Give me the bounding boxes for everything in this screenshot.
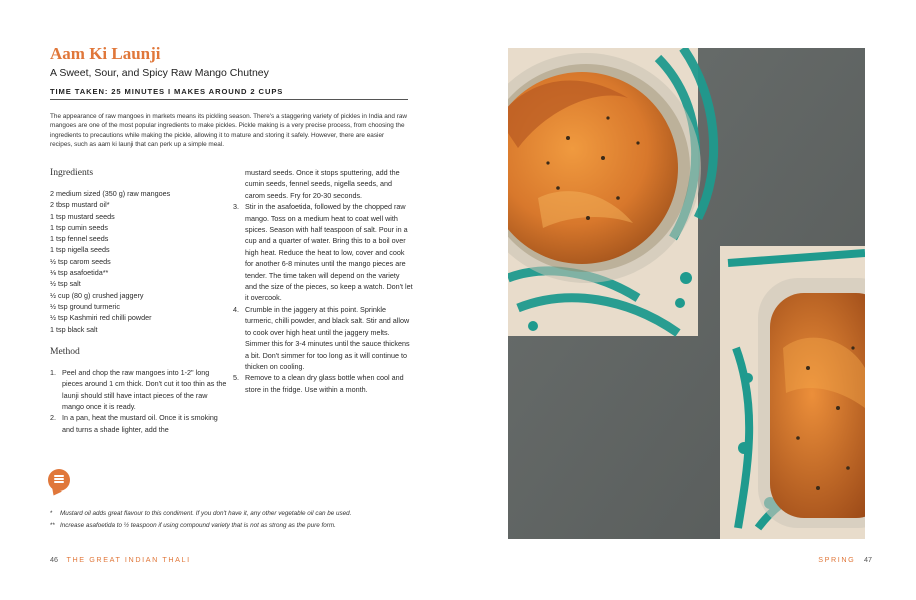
footnote-text: Increase asafoetida to ½ teaspoon if using compound variety that is not as strong as the pure form.: [60, 522, 336, 529]
footnote: [50, 520, 412, 532]
ingredient-item: 2 tbsp mustard oil*: [50, 200, 110, 210]
page-number-right: 47: [864, 555, 872, 564]
method-step-continued: [233, 167, 413, 201]
method-heading: Method: [50, 345, 80, 357]
ingredient-item: ⅛ tsp asafoetida**: [50, 268, 109, 278]
time-and-yield: TIME TAKEN: 25 MINUTES I MAKES AROUND 2 CUPS: [50, 87, 284, 96]
photo-illustration: [508, 48, 865, 539]
step-number: 4.: [233, 304, 239, 314]
step-number: 1.: [50, 367, 56, 377]
ingredient-item: ½ tsp salt: [50, 279, 81, 289]
ingredient-item: ½ cup (80 g) crushed jaggery: [50, 290, 144, 300]
method-steps-right: [233, 167, 413, 395]
step-text: Stir in the asafoetida, followed by the chopped raw mango. Toss on a medium heat to coat well with spices. Season with half teaspoon of salt. Pour in a cup and a quarter of water. Bring this to a boil over high heat. Reduce the heat to low, cover and cook for another 6-8 minutes until the mango pieces are tender. The time taken will depend on the variety and the size of the pieces, so keep a watch. Don't let it overcook.: [245, 202, 413, 303]
page-number-left: 46: [50, 555, 58, 564]
step-text: Remove to a clean dry glass bottle when cool and store in the fridge. Use within a month.: [245, 373, 404, 394]
folio-left: [50, 555, 191, 564]
footnote-mark: *: [50, 510, 53, 517]
step-number: 2.: [50, 413, 56, 423]
chutney-jars-photo: [508, 48, 865, 539]
footnote-text: Mustard oil adds great flavour to this condiment. If you don't have it, any other vegetable oil can be used.: [60, 510, 352, 517]
column-left: [50, 167, 230, 435]
method-step: [50, 412, 230, 435]
ingredient-item: ½ tsp ground turmeric: [50, 301, 120, 311]
step-text: In a pan, heat the mustard oil. Once it is smoking and turns a shade lighter, add the: [62, 413, 218, 434]
method-step: [50, 367, 230, 413]
ingredient-item: 1 tsp fennel seeds: [50, 234, 109, 244]
method-step: [233, 372, 413, 395]
ingredient-item: 1 tsp black salt: [50, 324, 98, 334]
column-right: [233, 167, 413, 395]
recipe-subtitle: A Sweet, Sour, and Spicy Raw Mango Chutney: [50, 67, 269, 79]
note-bubble-icon: [48, 469, 70, 491]
footnote: [50, 508, 412, 520]
ingredients-list: [50, 188, 230, 335]
ingredient-item: 1 tsp nigella seeds: [50, 245, 110, 255]
book-title: THE GREAT INDIAN THALI: [66, 555, 191, 564]
recipe-title: Aam Ki Launji: [50, 44, 161, 63]
footnotes: [50, 508, 412, 532]
ingredient-item: ½ tsp carom seeds: [50, 256, 111, 266]
folio-right: [818, 555, 872, 564]
ingredient-item: ½ tsp Kashmiri red chilli powder: [50, 313, 152, 323]
method-step: [233, 201, 413, 304]
intro-paragraph: The appearance of raw mangoes in markets means its pickling season. There's a staggering variety of pickles in India and raw mangoes are one of the most popular ingredients to make pickles. Pickle making is a very precise process, from choosing the ingredients to precautions while making the pickle, allowing it to mature and storing it safely. However, there are easier recipes, such as aam ki launji that can perk up a simple meal.: [50, 113, 408, 149]
section-name: SPRING: [818, 555, 856, 564]
method-step: [233, 304, 413, 372]
divider: [50, 99, 408, 100]
ingredient-item: 2 medium sized (350 g) raw mangoes: [50, 189, 171, 198]
ingredient-item: 1 tsp cumin seeds: [50, 222, 108, 232]
method-steps-left: [50, 367, 230, 435]
footnote-mark: **: [50, 522, 55, 529]
step-number: 5.: [233, 373, 239, 383]
right-page: [458, 0, 916, 600]
ingredients-heading: Ingredients: [50, 167, 94, 178]
step-number: 3.: [233, 202, 239, 212]
step-text: Crumble in the jaggery at this point. Sprinkle turmeric, chilli powder, and black salt. Stir and allow to cook over high heat until the jaggery melts. Simmer this for 3-4 minutes until the sauce thickens a bit. Don't simmer for too long as it will continue to thicken on cooling.: [245, 304, 410, 371]
ingredient-item: 1 tsp mustard seeds: [50, 211, 115, 221]
step-text: Peel and chop the raw mangoes into 1-2" long pieces around 1 cm thick. Don't cut it too thin as the launji should still have intact pieces of the raw mango once it is ready.: [62, 367, 227, 412]
step-text: mustard seeds. Once it stops sputtering, add the cumin seeds, fennel seeds, nigella seeds, and carom seeds. Fry for 20-30 seconds.: [245, 168, 400, 200]
